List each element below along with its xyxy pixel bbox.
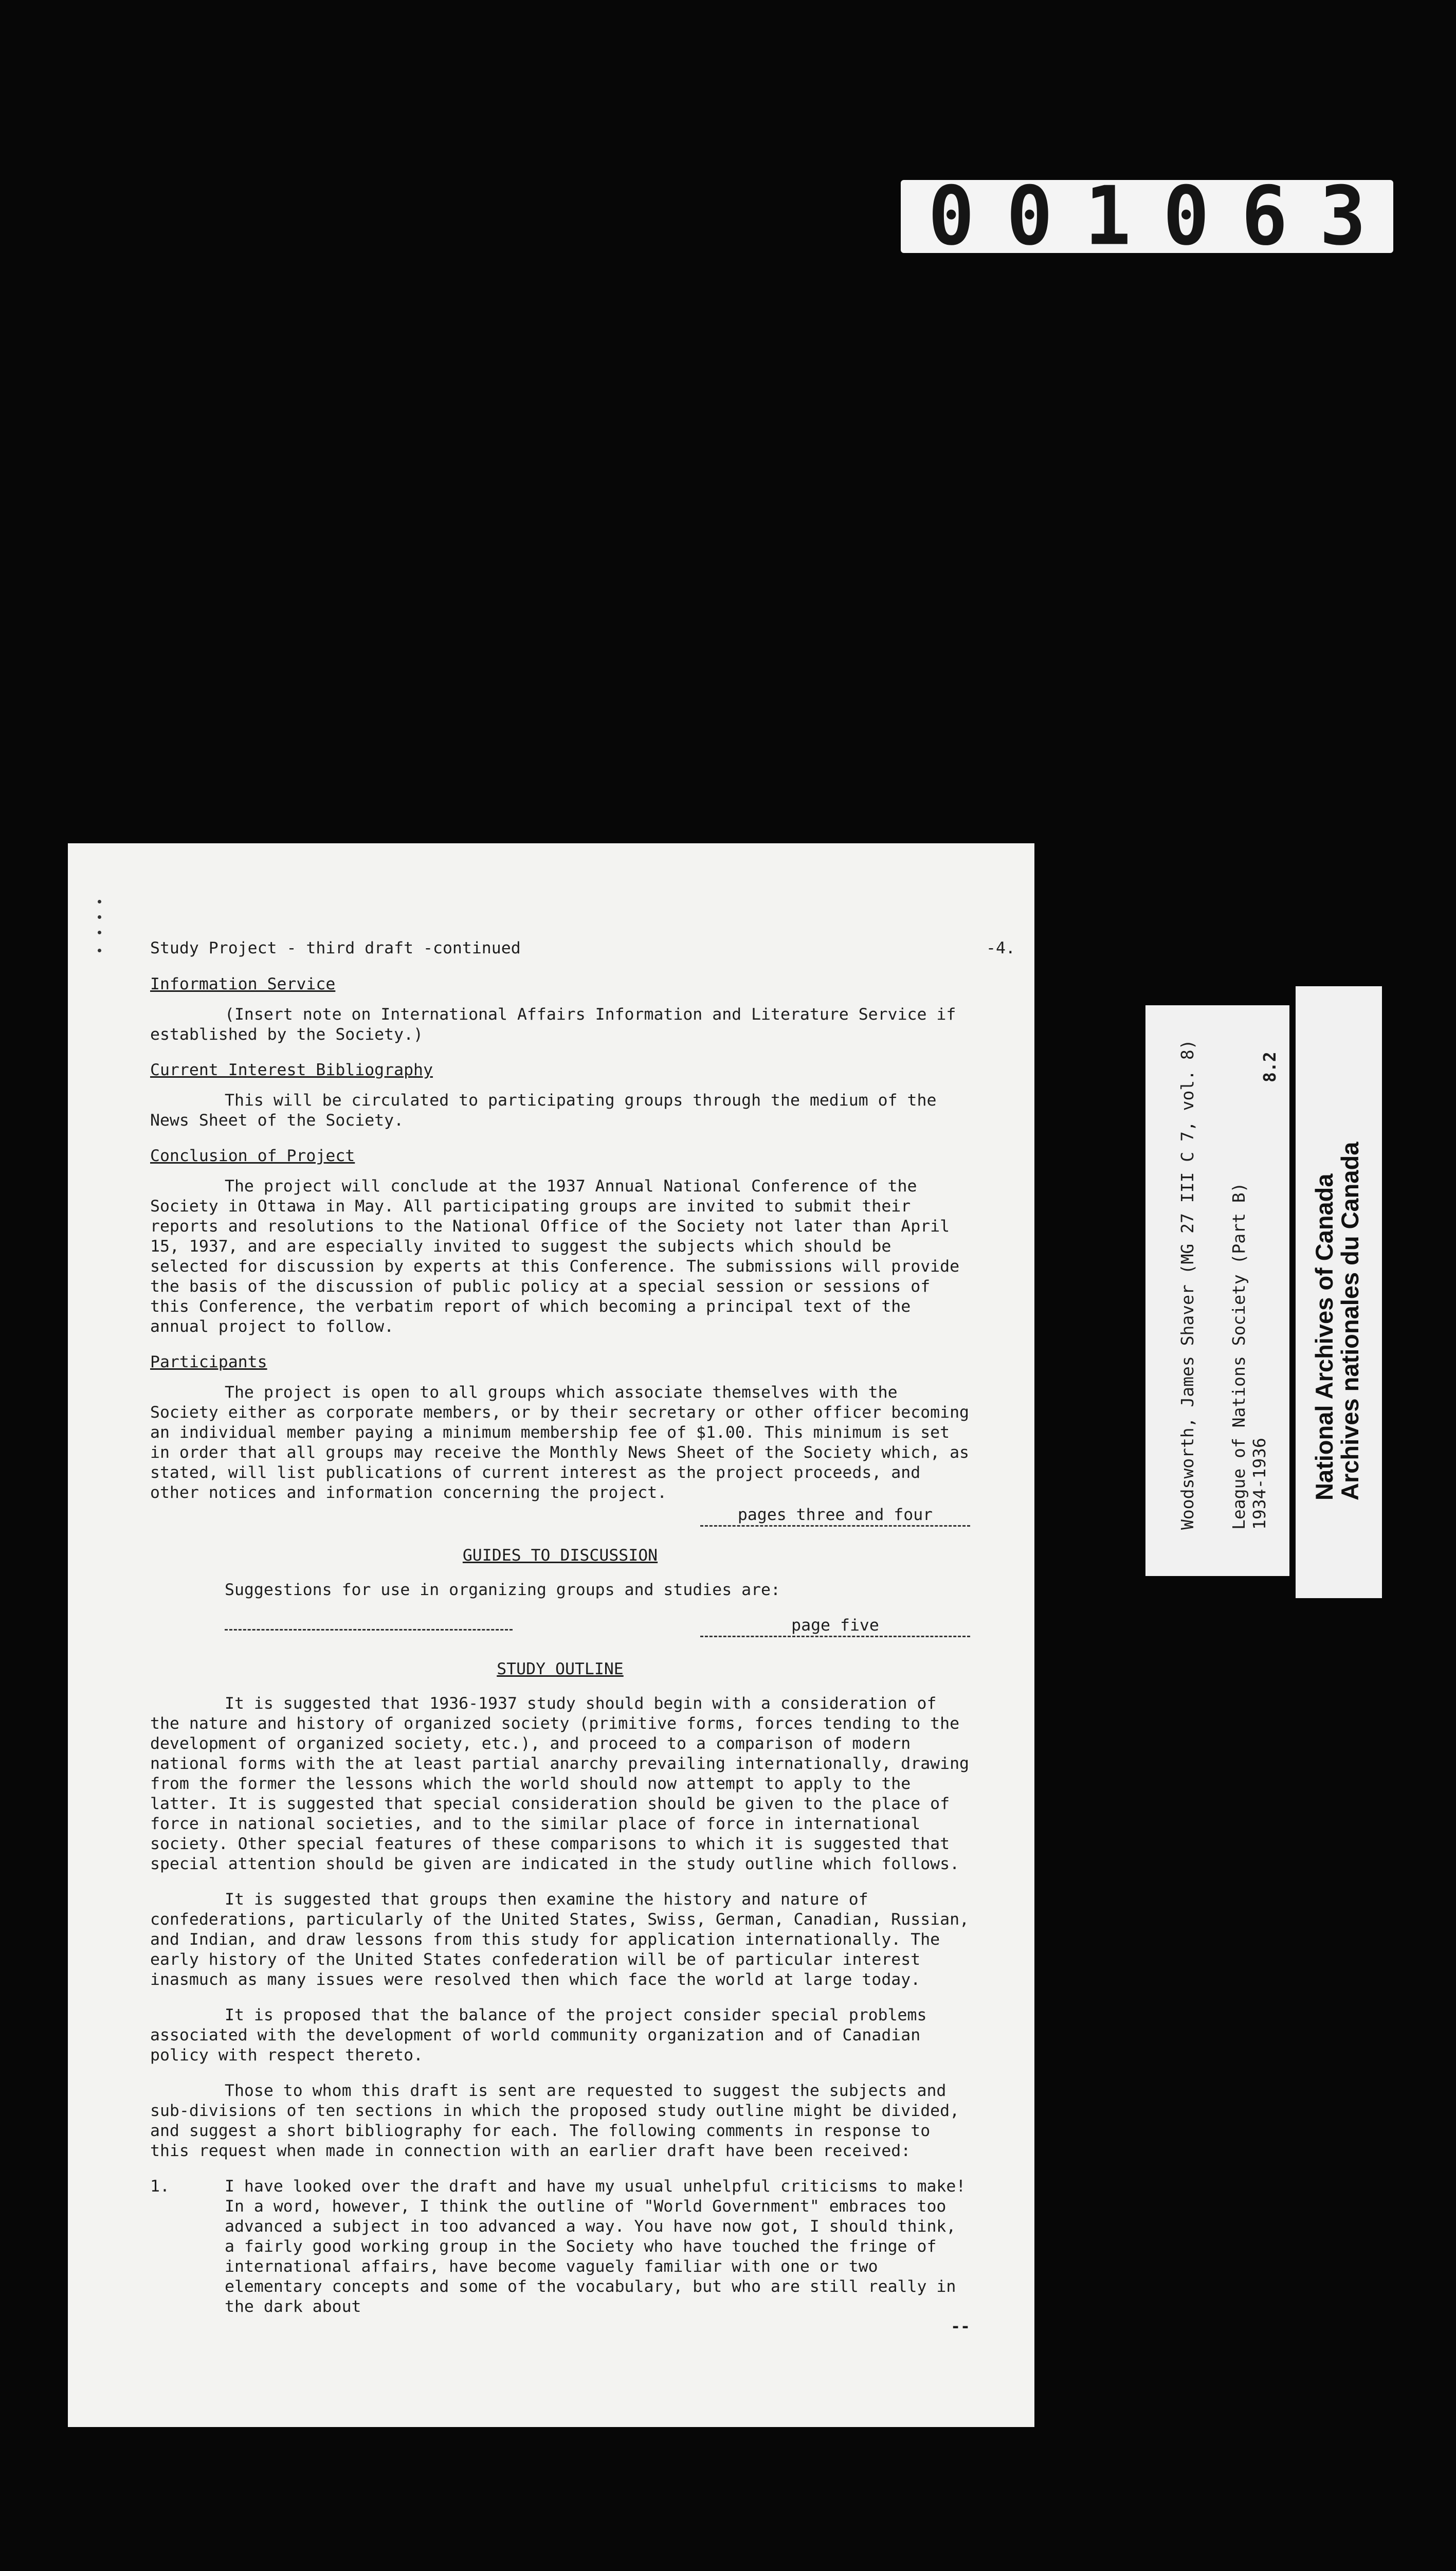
file-number: 8.2 [1260,1052,1280,1082]
heading-bibliography: Current Interest Bibliography [150,1061,433,1079]
guides-page-ref: page five [700,1616,970,1637]
comment-number: 1. [150,2177,170,2196]
study-outline-paragraph: It is suggested that 1936-1937 study should begin with a consideration of the nature and history of organized society (primitive forms, forces tending to the development of organized society, etc.), and proceed to a comparison of modern national forms with the at least partial anarchy prevailing internationally, drawing from the former the lessons which the world should now attempt to apply to the latter. It is suggested that special consideration should be given to the place of force in national societies, and to the similar place of force in international society. Other special features of these comparisons to which it is suggested that special attention should be given are indicated in the study outline which follows. [150,1694,970,1873]
file-dates: 1934-1936 [1249,1438,1269,1530]
page-header [150,938,1034,967]
guides-text: Suggestions for use in organizing groups and studies are: [225,1581,780,1599]
comment-item [150,2177,970,2317]
document-page [68,843,1034,2427]
information-service-text: (Insert note on International Affairs Information and Literature Service if established by the Society.) [150,1005,956,1044]
participants-page-ref-row [150,1505,1034,1525]
study-outline-paragraph: It is suggested that groups then examine the history and nature of confederations, particularly of the United States, Swiss, German, Canadian, Russian, and Indian, and draw lessons from this study for application internationally. The early history of the United States confederation will be of particular interest inasmuch as many issues were resolved then which face the world at large today. [150,1890,970,1989]
frame-number-label [901,169,1398,264]
continuation-mark: -- [951,2317,970,2336]
file-title: League of Nations Society (Part B) [1229,1182,1249,1530]
heading-conclusion: Conclusion of Project [150,1147,355,1165]
archive-file-label [1145,1005,1289,1576]
page-number: -4. [986,939,1015,957]
heading-information-service: Information Service [150,975,336,993]
heading-participants: Participants [150,1353,267,1371]
bibliography-text: This will be circulated to participating groups through the medium of the News Sheet of the Society. [150,1091,937,1130]
guides-rule [225,1616,513,1631]
archives-name-french: Archives nationales du Canada [1336,1142,1363,1500]
archives-stamp [1296,986,1382,1598]
participants-text: The project is open to all groups which associate themselves with the Society either as corporate members, or by their secretary or other officer becoming an individual member paying a minimum membership fee of $1.00. This minimum is set in order that all groups may receive the Monthly News Sheet of the Society which, as stated, will list publications of current interest as the project proceeds, and other notices and information concerning the project. [150,1383,970,1502]
study-outline-paragraph: Those to whom this draft is sent are requested to suggest the subjects and sub-divisions of ten sections in which the proposed study outline might be divided, and suggest a short bibliography for each. The following comments in response to this request when made in connection with an earlier draft have been received: [150,2081,960,2160]
heading-study-outline: STUDY OUTLINE [497,1660,624,1678]
header-title: Study Project - third draft -continued [150,939,521,957]
collection-reference: Woodsworth, James Shaver (MG 27 III C 7, vol. 8) [1177,1039,1197,1530]
heading-guides: GUIDES TO DISCUSSION [462,1546,658,1565]
archives-name-english: National Archives of Canada [1311,1173,1338,1500]
participants-page-ref: pages three and four [700,1505,970,1527]
study-outline-paragraph: It is proposed that the balance of the project consider special problems associated with the development of world community organization and of Canadian policy with respect thereto. [150,2006,927,2065]
document-body [150,938,1034,2337]
conclusion-text: The project will conclude at the 1937 Annual National Conference of the Society in Ottawa in May. All participating groups are invited to submit their reports and resolutions to the National Office of the Society not later than April 15, 1937, and are especially invited to suggest the subjects which should be selected for discussion by experts at this Conference. The submissions will provide the basis of the discussion of public policy at a special session or sessions of this Conference, the verbatim report of which becoming a principal text of the annual project to follow. [150,1177,960,1336]
guides-page-ref-row [150,1616,1034,1636]
frame-number: 001063 [928,169,1398,264]
comment-text: I have looked over the draft and have my usual unhelpful criticisms to make! In a word, however, I think the outline of "World Government" embraces too advanced a subject in too advanced a way. You have now got, I should think, a fairly good working group in the Society who have touched the fringe of international affairs, have become vaguely familiar with one or two elementary concepts and some of the vocabulary, but who are still really in the dark about [225,2177,966,2316]
